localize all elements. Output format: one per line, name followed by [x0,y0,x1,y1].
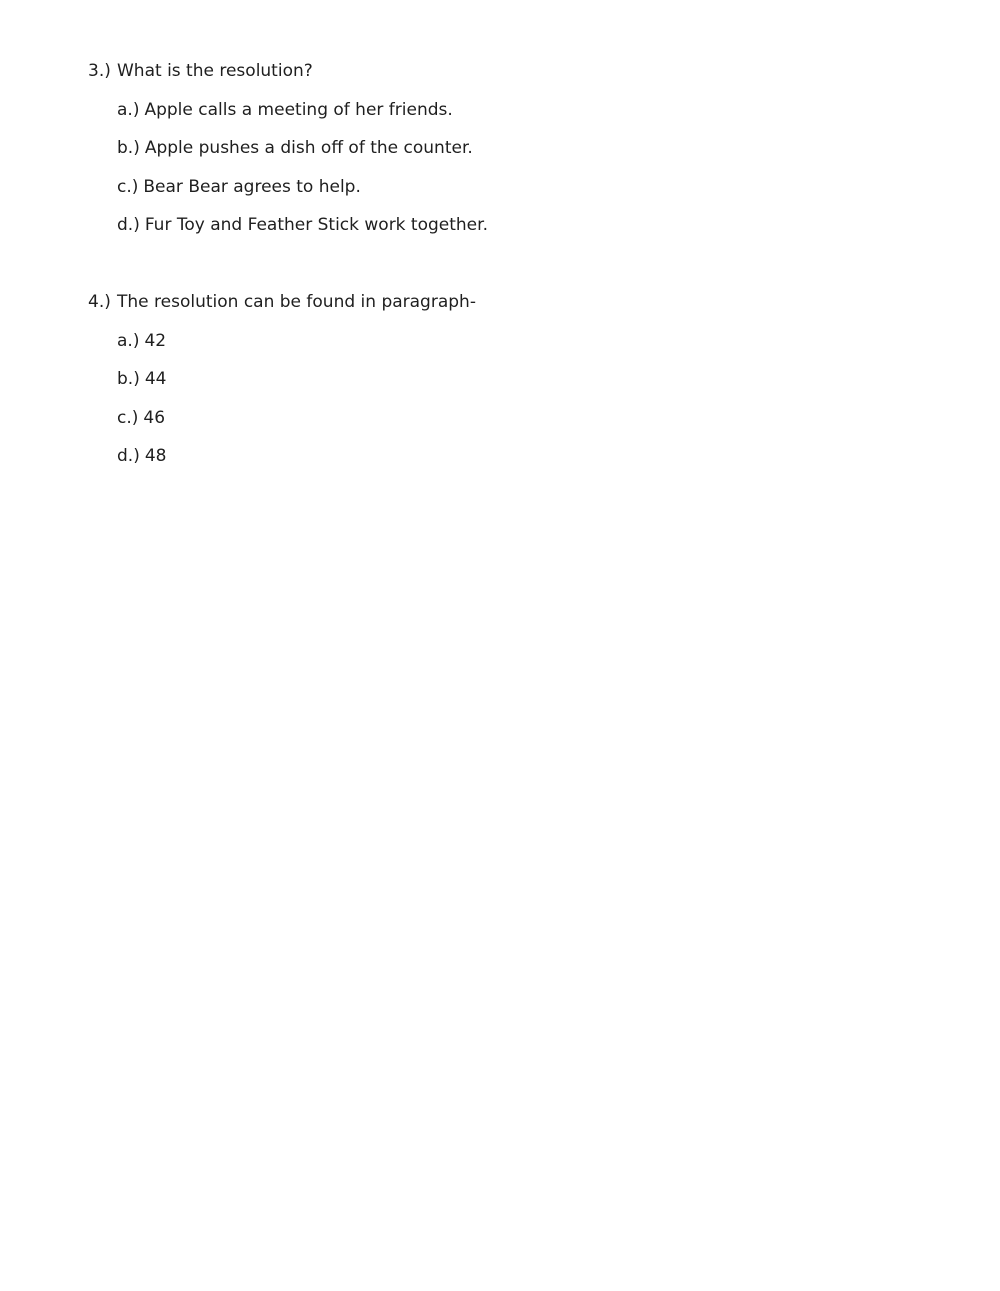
answer-choice-d[interactable] [117,444,968,468]
answer-choice-a[interactable] [117,98,968,122]
choice-text: Bear Bear agrees to help. [143,176,361,197]
choice-letter: c.) [117,407,139,428]
question-text: The resolution can be found in paragraph- [117,292,476,312]
choice-letter: b.) [117,138,140,158]
question-number: 3.) [88,61,111,81]
choice-text: Apple pushes a dish off of the counter. [144,138,473,158]
answer-choice-b[interactable] [117,136,968,160]
question-stem [88,290,968,314]
question-text: What is the resolution? [117,61,313,81]
choice-text: 42 [144,330,167,351]
choice-letter: d.) [117,446,140,466]
answer-choice-b[interactable] [117,367,968,391]
choice-letter: d.) [117,215,140,235]
question-3 [88,59,968,237]
choice-letter: b.) [117,369,140,389]
choice-letter: a.) [117,99,140,120]
answer-choice-a[interactable] [117,329,968,353]
choice-text: Fur Toy and Feather Stick work together. [144,215,488,235]
answer-choice-c[interactable] [117,175,968,199]
answer-choice-d[interactable] [117,213,968,237]
question-4 [88,290,968,468]
choice-text: 46 [143,407,166,428]
answer-choice-c[interactable] [117,406,968,430]
choice-text: Apple calls a meeting of her friends. [144,99,453,120]
choice-text: 44 [144,369,167,389]
question-stem [88,59,968,83]
choice-text: 48 [144,446,167,466]
answer-choices [88,98,968,238]
choice-letter: c.) [117,176,139,197]
answer-choices [88,329,968,469]
question-number: 4.) [88,292,111,312]
choice-letter: a.) [117,330,140,351]
